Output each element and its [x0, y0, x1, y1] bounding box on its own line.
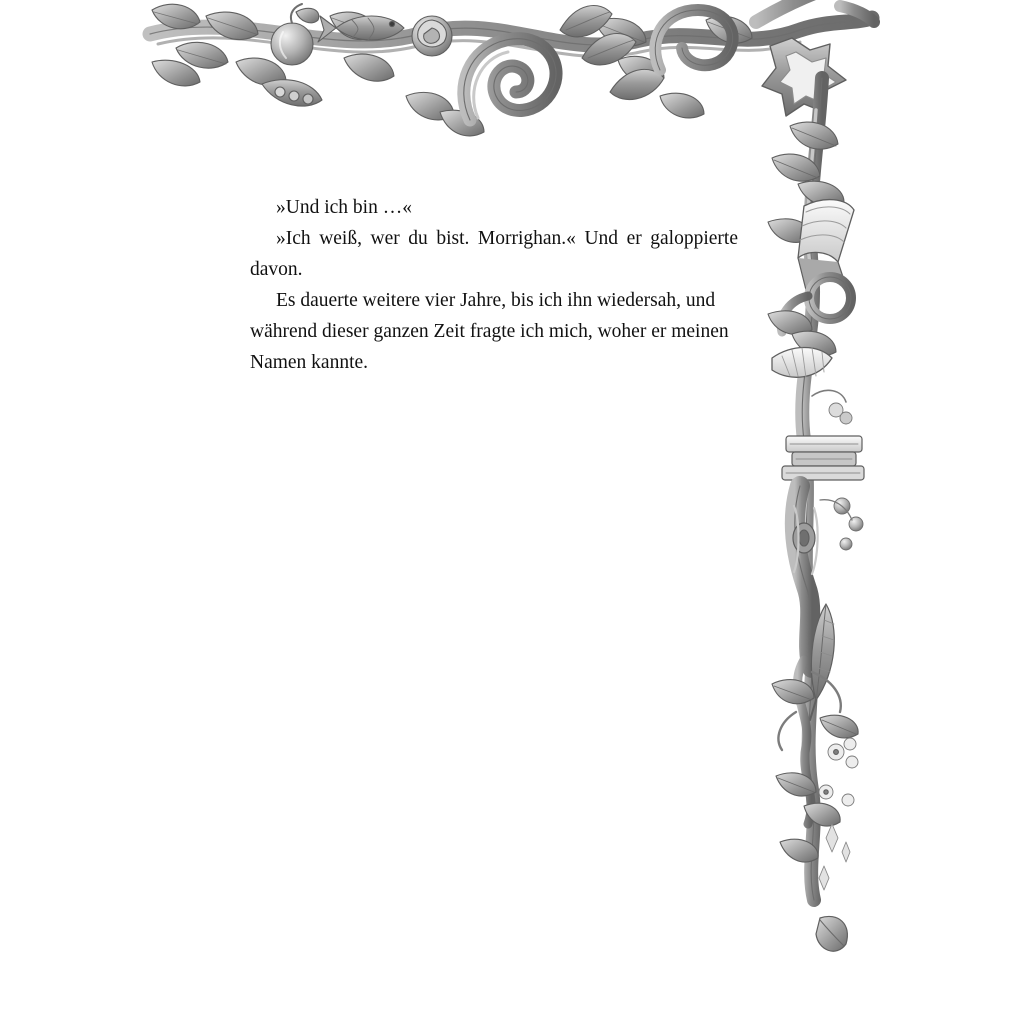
open-book-fan-icon	[772, 348, 832, 379]
cherry-blossom-icon	[812, 390, 852, 424]
right-scroll-swirl-icon	[655, 10, 732, 70]
rose-blossom-icon	[412, 16, 452, 56]
stacked-books-icon	[782, 436, 864, 480]
wooden-branch-icon	[793, 486, 818, 668]
falling-leaf-icon	[816, 916, 847, 951]
wheat-stalk-icon	[560, 6, 664, 100]
apple-fruit-icon	[271, 4, 319, 65]
pea-pod-icon	[262, 80, 322, 106]
body-text-block	[250, 192, 738, 378]
paragraph-3: Es dauerte weitere vier Jahre, bis ich ihn wiedersah, und während dieser ganzen Zeit fragte ich mich, woher er meinen Namen kannte.	[250, 290, 729, 373]
curled-ring-icon	[781, 277, 851, 332]
cherry-blossom-lower-icon	[819, 738, 858, 806]
open-book-icon	[798, 200, 854, 290]
vine-tendril-icon	[778, 660, 840, 824]
quill-feather-icon	[810, 604, 834, 720]
berry-cluster-icon	[820, 498, 863, 550]
right-branch-group	[768, 78, 864, 951]
scroll-swirl-icon	[464, 39, 556, 120]
fish-icon	[318, 16, 404, 42]
sparkle-icon	[819, 824, 850, 890]
paragraph-1: »Und ich bin …«	[276, 197, 412, 218]
star-medallion-icon	[762, 38, 846, 116]
paragraph-2: »Ich weiß, wer du bist. Morrighan.« Und er galoppierte davon.	[250, 228, 738, 280]
top-branch-group	[150, 0, 874, 136]
